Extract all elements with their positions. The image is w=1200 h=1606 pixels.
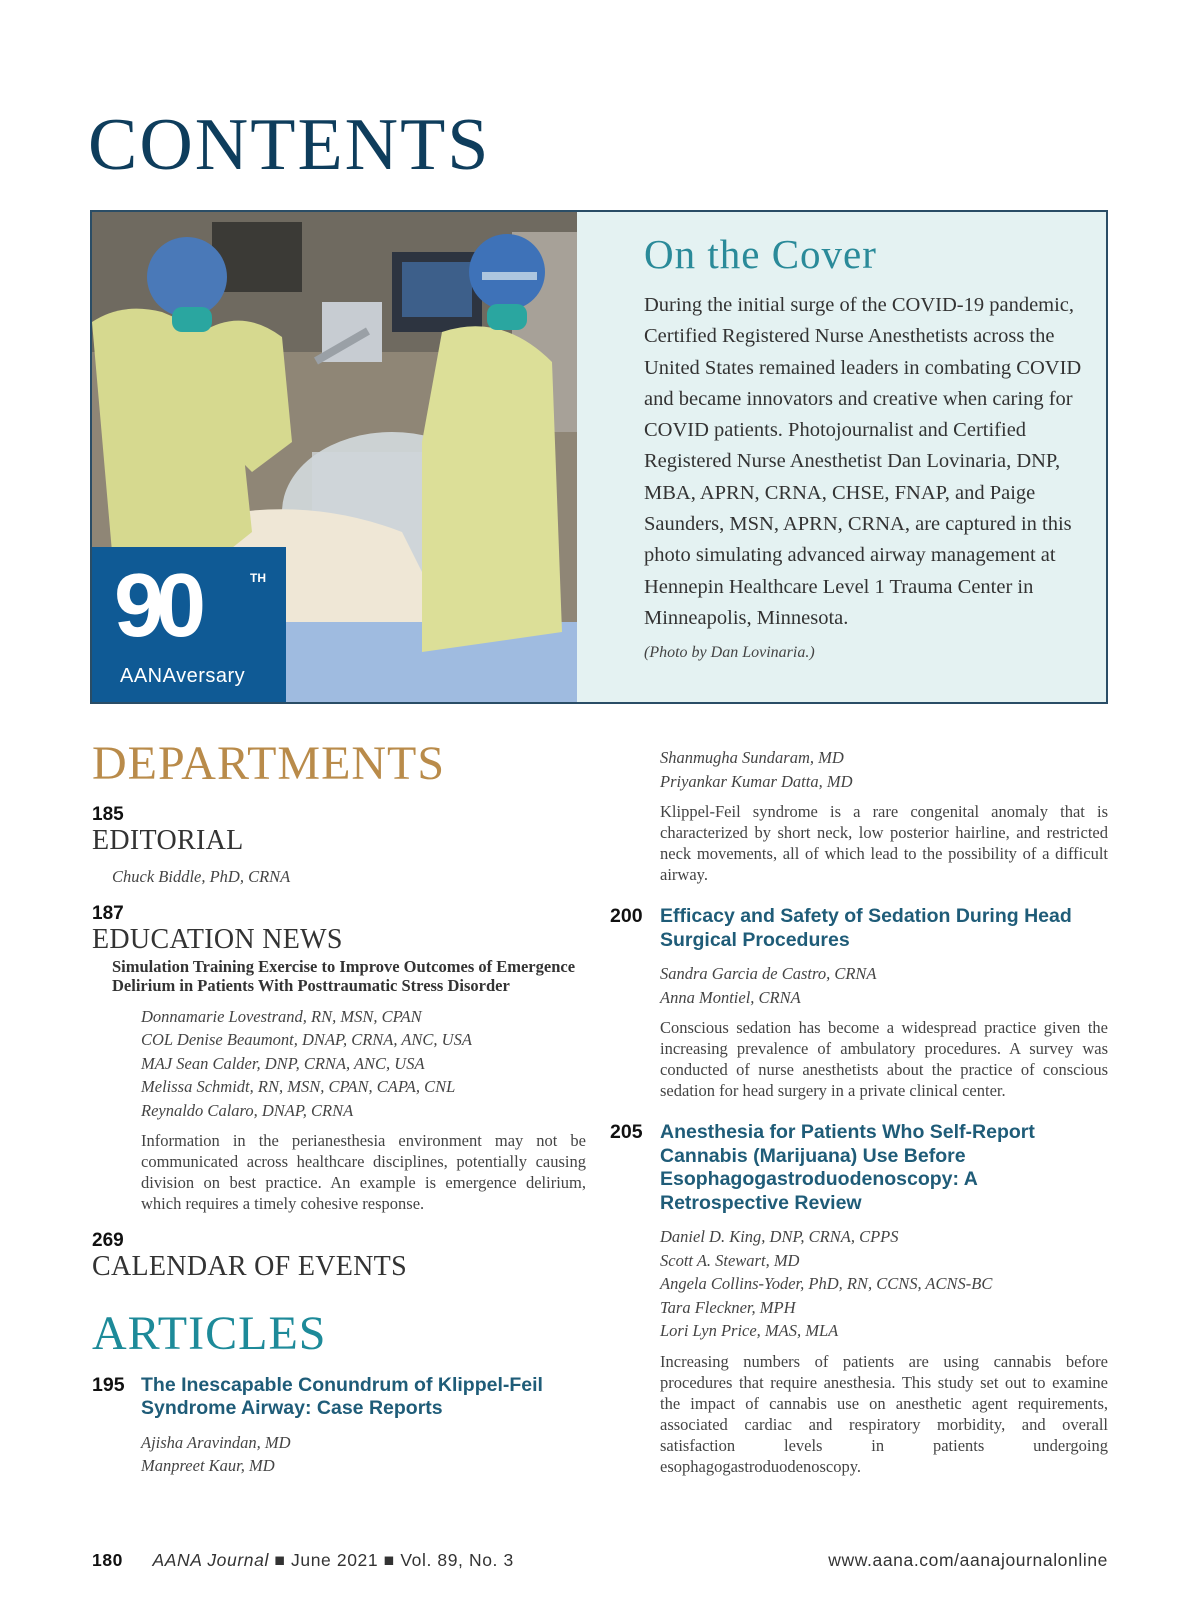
abstract: Information in the perianesthesia environment may not be communicated across healthcare disciplines, potentially causing division on best practice. An example is emergence delirium, which requires a timely cohesive response. — [141, 1131, 586, 1214]
author: Manpreet Kaur, MD — [141, 1456, 275, 1476]
department-page-number: 185 — [92, 804, 124, 825]
author: MAJ Sean Calder, DNP, CRNA, ANC, USA — [141, 1053, 425, 1073]
footer-volume: Vol. 89, No. 3 — [400, 1550, 514, 1570]
article-head — [92, 1374, 586, 1421]
article-title[interactable]: The Inescapable Conundrum of Klippel-Feil Syndrome Airway: Case Reports — [141, 1373, 543, 1420]
article-page-number: 205 — [610, 1121, 643, 1143]
abstract: Klippel-Feil syndrome is a rare congenital anomaly that is characterized by short neck, low posterior hairline, and restricted neck movements, all of which lead to the possibility of a difficult airway. — [660, 802, 1108, 884]
cover-body: During the initial surge of the COVID-19 pandemic, Certified Registered Nurse Anesthetists across the United States remained leaders in combating COVID and became innovators and creative when caring for COVID patients. Photojournalist and Certified Registered Nurse Anesthetist Dan Lovinaria, DNP, MBA, APRN, CRNA, CHSE, FNAP, and Paige Saunders, MSN, APRN, CRNA, are captured in this photo simulating advanced airway management at Hennepin Healthcare Level 1 Trauma Center in Minneapolis, Minnesota. — [644, 294, 1082, 629]
author: Reynaldo Calaro, DNAP, CRNA — [141, 1100, 354, 1120]
department-title[interactable]: CALENDAR OF EVENTS — [92, 1251, 407, 1283]
right-column — [610, 746, 1108, 1477]
department-editorial — [92, 804, 586, 887]
author-list — [660, 1225, 1108, 1343]
author: Ajisha Aravindan, MD — [141, 1432, 291, 1452]
left-column — [92, 737, 586, 1478]
author: COL Denise Beaumont, DNAP, CRNA, ANC, USA — [141, 1030, 472, 1050]
cover-photo — [92, 212, 577, 702]
department-calendar — [92, 1230, 586, 1281]
cover-panel — [90, 210, 1108, 704]
article-head — [610, 905, 1108, 952]
department-education-news — [92, 903, 586, 1214]
article-page-number: 195 — [92, 1373, 125, 1396]
author: Melissa Schmidt, RN, MSN, CPAN, CAPA, CNL — [141, 1077, 456, 1097]
author: Priyankar Kumar Datta, MD — [660, 771, 853, 791]
department-title[interactable]: EDUCATION NEWS — [92, 924, 343, 956]
article-body — [660, 1225, 1108, 1477]
department-title[interactable]: EDITORIAL — [92, 825, 244, 856]
article-200 — [610, 905, 1108, 1101]
cover-credit: (Photo by Dan Lovinaria.) — [644, 644, 815, 662]
author: Shanmugha Sundaram, MD — [660, 748, 844, 767]
article-195 — [92, 1374, 586, 1478]
abstract: Conscious sedation has become a widespread practice given the increasing prevalence of ambulatory procedures. A survey was conducted of nurse anesthetists about the practice of conscious sedation for head surgery in a private clinical center. — [660, 1018, 1108, 1100]
article-title[interactable]: Efficacy and Safety of Sedation During Head Surgical Procedures — [660, 905, 1072, 951]
cover-text — [644, 230, 1084, 662]
article-head — [610, 1121, 1108, 1215]
author: Donnamarie Lovestrand, RN, MSN, CPAN — [141, 1006, 422, 1026]
badge-word: AANAversary — [120, 665, 246, 687]
author: Anna Montiel, CRNA — [660, 987, 801, 1007]
cover-heading: On the Cover — [644, 231, 877, 277]
author: Tara Fleckner, MPH — [660, 1297, 796, 1317]
department-subtitle[interactable]: Simulation Training Exercise to Improve Outcomes of Emergence Delirium in Patients With Posttraumatic Stress Disorder — [112, 956, 576, 995]
author: Lori Lyn Price, MAS, MLA — [660, 1321, 839, 1340]
article-page-number: 200 — [610, 905, 643, 927]
author-list — [660, 746, 1108, 793]
author-list — [660, 962, 1108, 1009]
article-body — [660, 962, 1108, 1101]
badge-superscript: TH — [250, 571, 266, 585]
footer-url[interactable]: www.aana.com/aanajournalonline — [828, 1550, 1108, 1570]
article-205 — [610, 1121, 1108, 1477]
footer-journal: AANA Journal — [152, 1550, 269, 1570]
badge-number: 90 — [114, 556, 199, 656]
author-list — [141, 1431, 586, 1478]
anniversary-badge — [92, 547, 286, 702]
page-title: CONTENTS — [88, 104, 491, 186]
author-list — [141, 1005, 586, 1123]
abstract: Increasing numbers of patients are using cannabis before procedures that require anesthesia. This study set out to examine the impact of cannabis use on anesthetic agent requirements, associated cardiac and respiratory morbidity, and overall satisfaction levels in patients undergoing esophagogastroduodenoscopy. — [660, 1351, 1108, 1476]
author: Scott A. Stewart, MD — [660, 1250, 800, 1270]
author: Angela Collins-Yoder, PhD, RN, CCNS, ACNS-BC — [660, 1274, 993, 1293]
footer-date: June 2021 — [291, 1550, 379, 1570]
article-title[interactable]: Anesthesia for Patients Who Self-Report Cannabis (Marijuana) Use Before Esophagogastroduodenoscopy: A Retrospective Review — [660, 1121, 1035, 1214]
author: Daniel D. King, DNP, CRNA, CPPS — [660, 1227, 899, 1246]
articles-heading: ARTICLES — [92, 1306, 327, 1360]
author: Sandra Garcia de Castro, CRNA — [660, 964, 877, 983]
departments-heading: DEPARTMENTS — [92, 737, 446, 790]
article-195-continued — [660, 746, 1108, 885]
footer-citation — [92, 1550, 514, 1571]
department-page-number: 269 — [92, 1230, 124, 1252]
footer-page-number: 180 — [92, 1550, 123, 1570]
footer-separator: ■ — [274, 1550, 286, 1570]
department-page-number: 187 — [92, 903, 124, 925]
footer-separator: ■ — [383, 1550, 395, 1570]
department-author: Chuck Biddle, PhD, CRNA — [112, 867, 291, 887]
